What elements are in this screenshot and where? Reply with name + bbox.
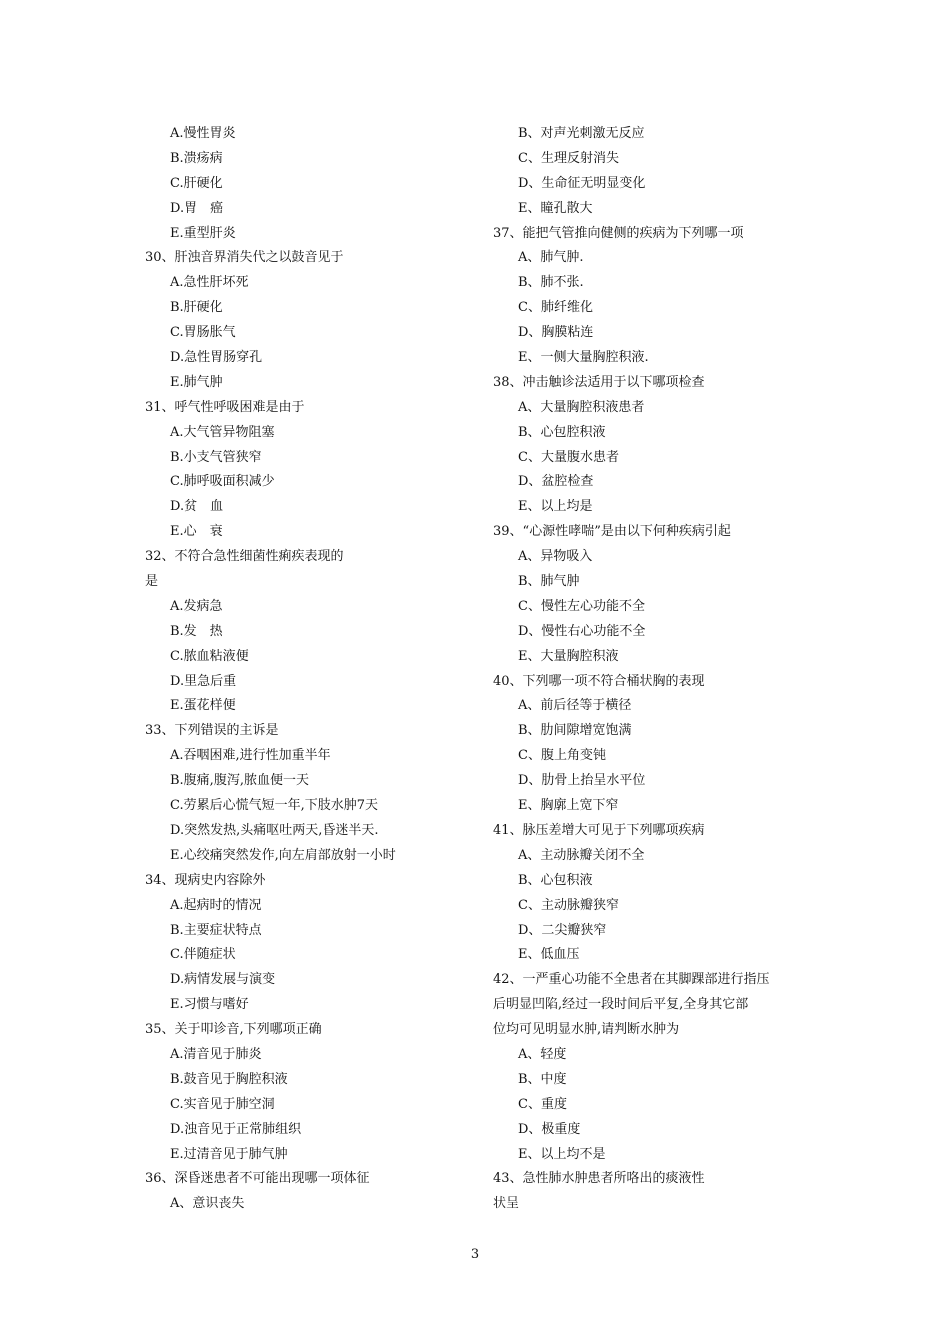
answer-option: C、慢性左心功能不全 <box>518 598 645 614</box>
question-text: 39、“心源性哮喘”是由以下何种疾病引起 <box>493 524 731 540</box>
answer-option: A、轻度 <box>518 1046 567 1062</box>
answer-option: D、肋骨上抬呈水平位 <box>518 773 646 789</box>
question-text: 31、呼气性呼吸困难是由于 <box>145 399 305 415</box>
answer-option: B.小支气管狭窄 <box>170 449 262 465</box>
answer-option: B.发 热 <box>170 623 223 639</box>
answer-option: A、意识丧失 <box>170 1196 245 1212</box>
answer-option: B.鼓音见于胸腔积液 <box>170 1071 288 1087</box>
answer-option: A.吞咽困难,进行性加重半年 <box>170 748 331 764</box>
question-text: 是 <box>145 574 159 590</box>
answer-option: E.蛋花样便 <box>170 698 236 714</box>
answer-option: D.突然发热,头痛呕吐两天,昏迷半天. <box>170 822 379 838</box>
answer-option: A.清音见于肺炎 <box>170 1046 262 1062</box>
question-text: 34、现病史内容除外 <box>145 872 266 888</box>
answer-option: E.肺气肿 <box>170 374 223 390</box>
answer-option: A.大气管异物阻塞 <box>170 424 275 440</box>
question-text: 36、深昏迷患者不可能出现哪一项体征 <box>145 1171 370 1187</box>
answer-option: C.胃肠胀气 <box>170 325 236 341</box>
answer-option: B.溃疡病 <box>170 150 223 166</box>
answer-option: C.实音见于肺空洞 <box>170 1096 275 1112</box>
answer-option: A、异物吸入 <box>518 549 593 565</box>
answer-option: E.心绞痛突然发作,向左肩部放射一小时 <box>170 847 396 863</box>
answer-option: A、肺气肿. <box>518 250 584 266</box>
answer-option: C、主动脉瓣狭窄 <box>518 897 619 913</box>
answer-option: D、二尖瓣狭窄 <box>518 922 607 938</box>
answer-option: B、肺气肿 <box>518 574 580 590</box>
answer-option: E、瞳孔散大 <box>518 200 593 216</box>
answer-option: D.病情发展与演变 <box>170 972 276 988</box>
answer-option: B、肋间隙增宽饱满 <box>518 723 632 739</box>
answer-option: E、低血压 <box>518 947 580 963</box>
question-text: 41、脉压差增大可见于下列哪项疾病 <box>493 822 705 838</box>
answer-option: E、一侧大量胸腔积液. <box>518 350 649 366</box>
question-text: 32、不符合急性细菌性痢疾表现的 <box>145 549 344 565</box>
answer-option: E、以上均是 <box>518 499 593 515</box>
question-text: 后明显凹陷,经过一段时间后平复,全身其它部 <box>493 997 749 1013</box>
answer-option: D.急性胃肠穿孔 <box>170 350 263 366</box>
question-text: 位均可见明显水肿,请判断水肿为 <box>493 1022 680 1038</box>
answer-option: A.起病时的情况 <box>170 897 262 913</box>
answer-option: C、生理反射消失 <box>518 150 619 166</box>
answer-option: A、主动脉瓣关闭不全 <box>518 847 645 863</box>
answer-option: C.肝硬化 <box>170 175 223 191</box>
answer-option: D、胸膜粘连 <box>518 325 594 341</box>
answer-option: B、肺不张. <box>518 275 584 291</box>
answer-option: B.肝硬化 <box>170 300 223 316</box>
question-text: 43、急性肺水肿患者所咯出的痰液性 <box>493 1171 705 1187</box>
answer-option: B、对声光刺激无反应 <box>518 126 645 141</box>
answer-option: E、大量胸腔积液 <box>518 648 619 664</box>
left-column <box>145 122 485 1217</box>
answer-option: E.过清音见于肺气肿 <box>170 1146 288 1162</box>
answer-option: C、腹上角变钝 <box>518 748 606 764</box>
answer-option: A.慢性胃炎 <box>170 126 236 141</box>
answer-option: A.急性肝坏死 <box>170 275 249 291</box>
answer-option: E、胸廓上宽下窄 <box>518 798 619 814</box>
question-text: 37、能把气管推向健侧的疾病为下列哪一项 <box>493 225 744 241</box>
answer-option: E、以上均不是 <box>518 1146 606 1162</box>
answer-option: B、心包腔积液 <box>518 424 606 440</box>
answer-option: C、重度 <box>518 1096 567 1112</box>
answer-option: B.腹痛,腹泻,脓血便一天 <box>170 773 309 789</box>
answer-option: B、心包积液 <box>518 872 593 888</box>
answer-option: C、大量腹水患者 <box>518 449 619 465</box>
right-column <box>493 122 833 1217</box>
answer-option: D、盆腔检查 <box>518 474 594 490</box>
answer-option: C.劳累后心慌气短一年,下肢水肿7天 <box>170 798 379 814</box>
answer-option: E.习惯与嗜好 <box>170 997 249 1013</box>
answer-option: E.心 衰 <box>170 524 223 540</box>
question-text: 42、一严重心功能不全患者在其脚踝部进行指压 <box>493 972 770 988</box>
answer-option: D.浊音见于正常肺组织 <box>170 1121 302 1137</box>
answer-option: C.伴随症状 <box>170 947 236 963</box>
question-text: 35、关于叩诊音,下列哪项正确 <box>145 1022 322 1038</box>
answer-option: D、极重度 <box>518 1121 581 1137</box>
question-text: 30、肝浊音界消失代之以鼓音见于 <box>145 250 344 266</box>
answer-option: A、大量胸腔积液患者 <box>518 399 645 415</box>
answer-option: D、生命征无明显变化 <box>518 175 646 191</box>
answer-option: E.重型肝炎 <box>170 225 236 241</box>
question-text: 40、下列哪一项不符合桶状胸的表现 <box>493 673 705 689</box>
question-text: 38、冲击触诊法适用于以下哪项检查 <box>493 374 705 390</box>
question-text: 状呈 <box>493 1196 520 1212</box>
page-number: 3 <box>470 1247 480 1262</box>
answer-option: C、肺纤维化 <box>518 300 593 316</box>
answer-option: A.发病急 <box>170 598 223 614</box>
answer-option: B.主要症状特点 <box>170 922 262 938</box>
answer-option: B、中度 <box>518 1071 567 1087</box>
answer-option: D.胃 癌 <box>170 200 224 216</box>
answer-option: C.脓血粘液便 <box>170 648 249 664</box>
question-text: 33、下列错误的主诉是 <box>145 723 279 739</box>
answer-option: D.里急后重 <box>170 673 237 689</box>
answer-option: D、慢性右心功能不全 <box>518 623 646 639</box>
answer-option: C.肺呼吸面积减少 <box>170 474 275 490</box>
answer-option: A、前后径等于横径 <box>518 698 632 714</box>
answer-option: D.贫 血 <box>170 499 224 515</box>
